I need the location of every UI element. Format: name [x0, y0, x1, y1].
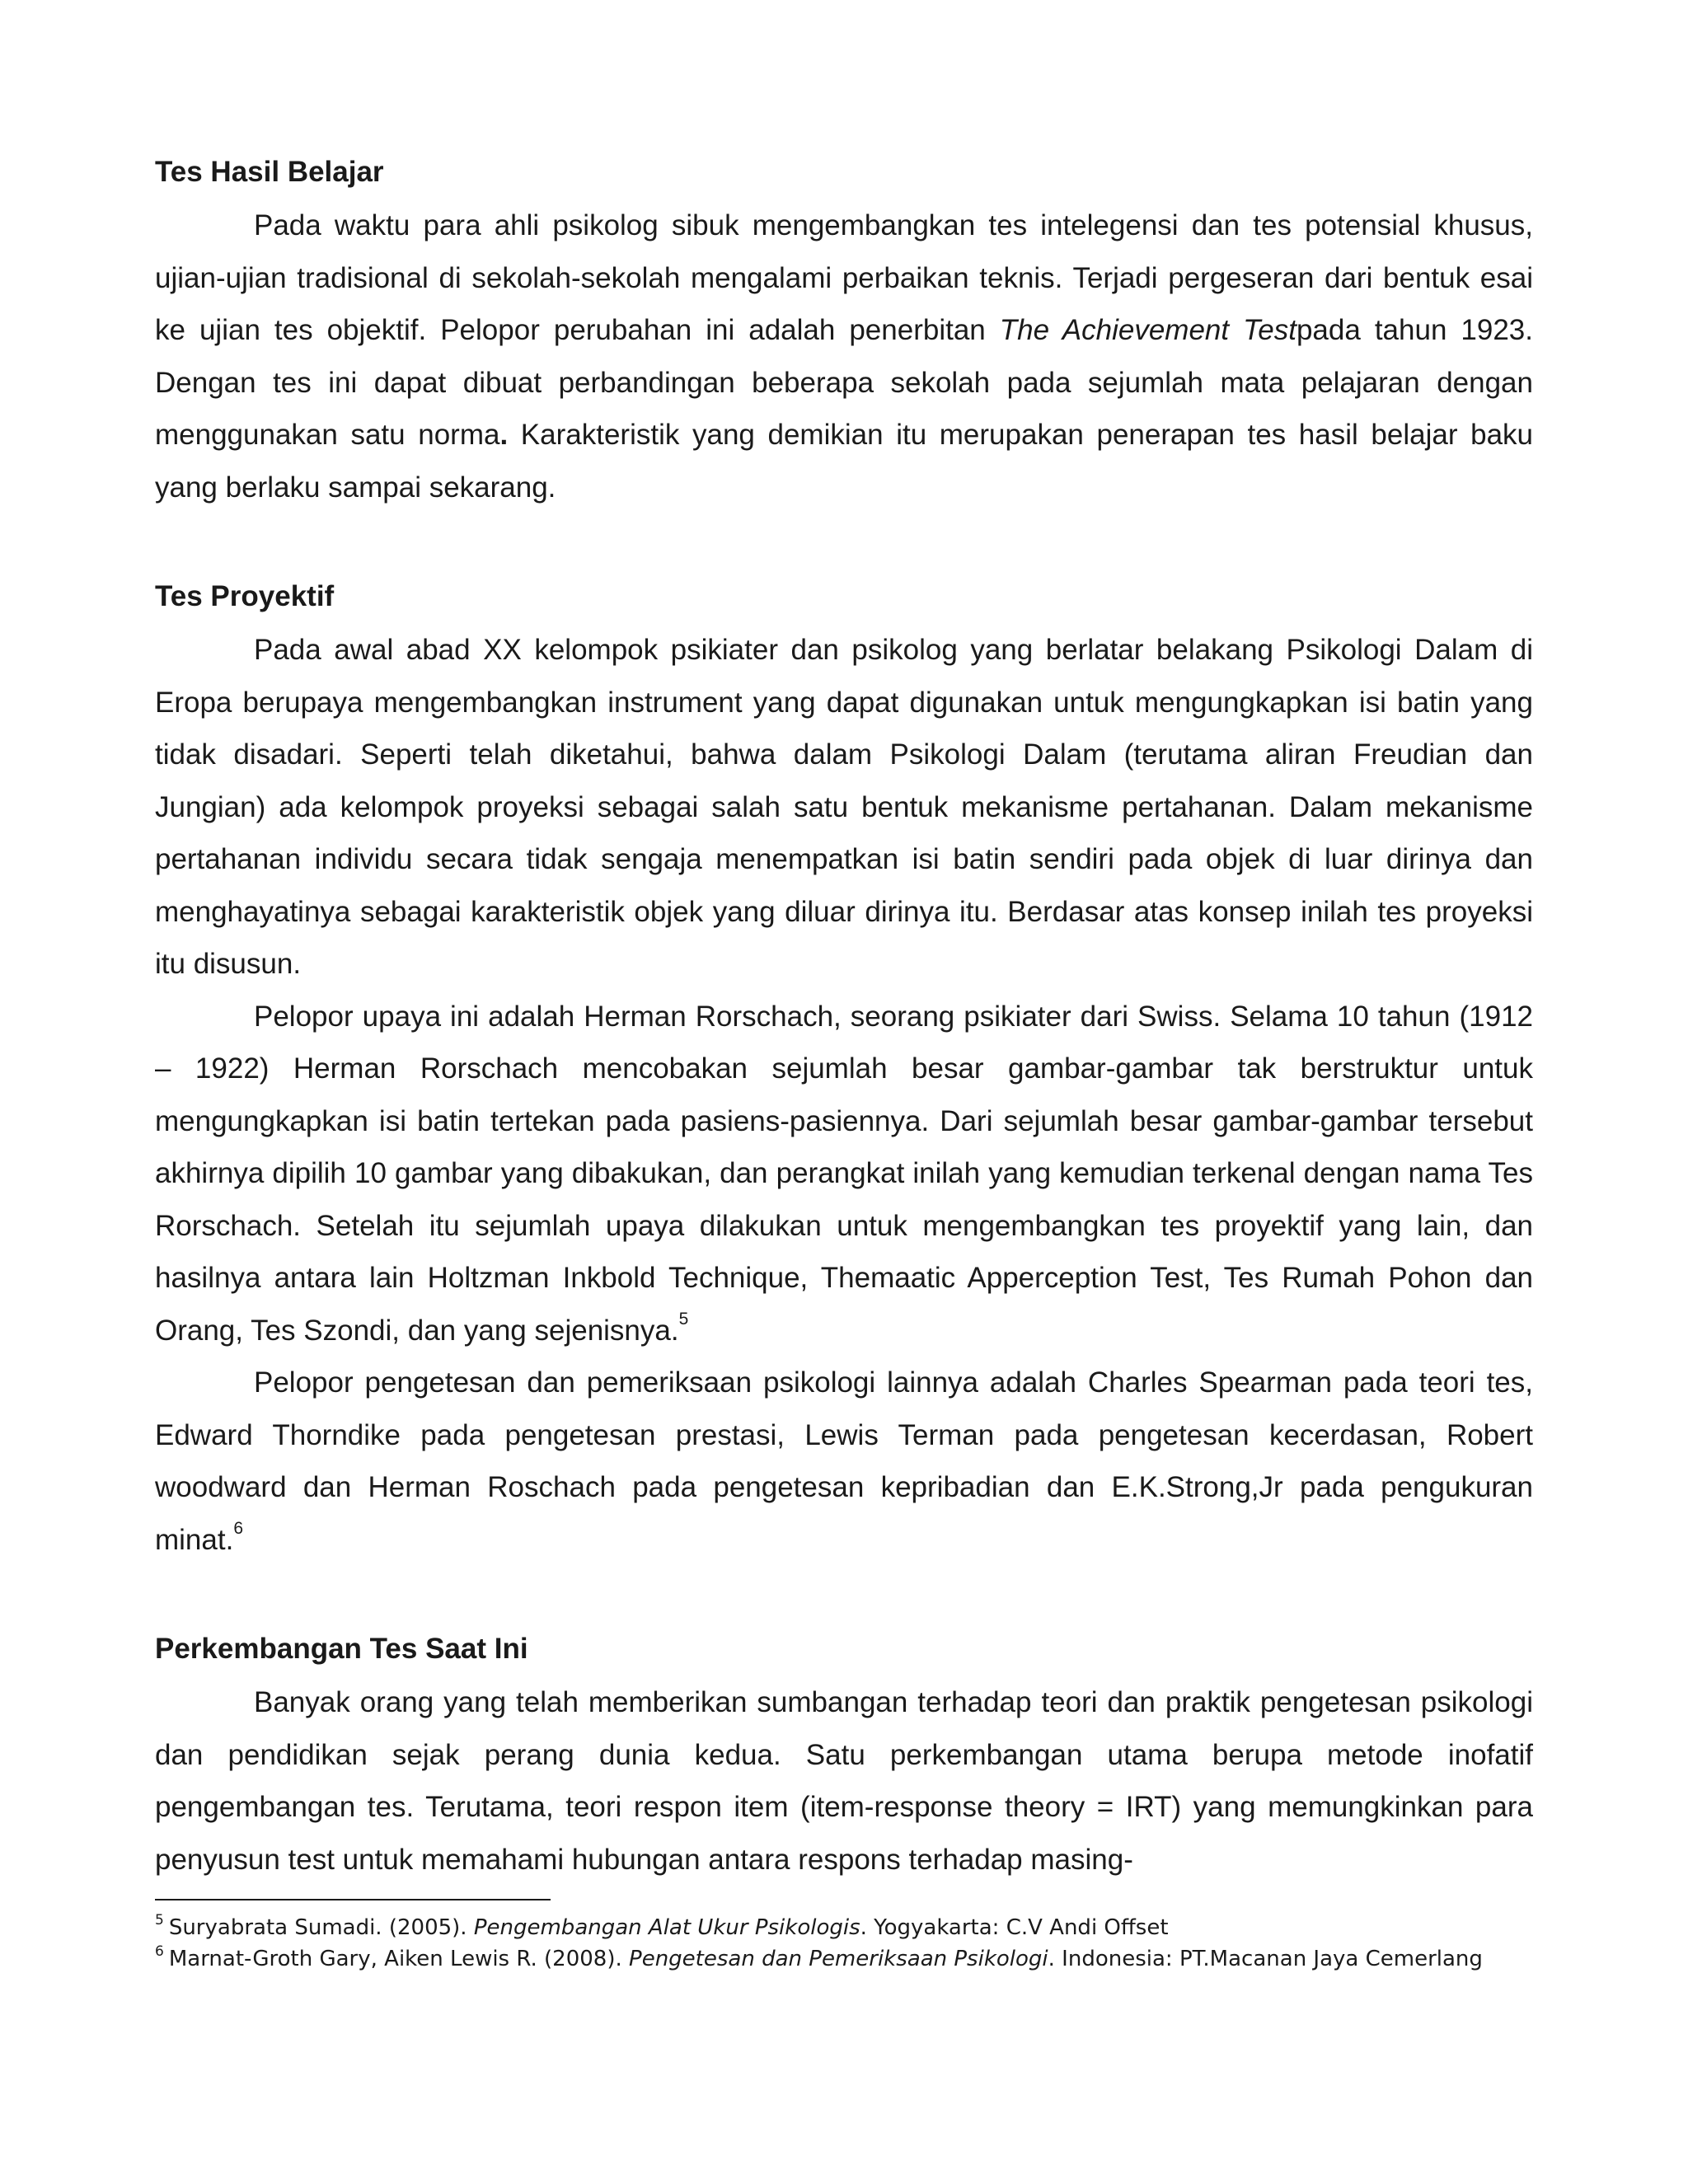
- footnote-reference[interactable]: 5: [678, 1309, 689, 1329]
- footnote-reference[interactable]: 6: [233, 1518, 243, 1538]
- section-tes-hasil-belajar: [155, 152, 1533, 513]
- paragraph: Pada awal abad XX kelompok psikiater dan psikolog yang berlatar belakang Psikologi Dalam di Eropa berupaya mengembangkan instrument yang dapat digunakan untuk mengungkapkan isi batin yang tidak disadari. Seperti telah diketahui, bahwa dalam Psikologi Dalam (terutama aliran Freudian dan Jungian) ada kelompok proyeksi sebagai salah satu bentuk mekanisme pertahanan. Dalam mekanisme pertahanan individu secara tidak sengaja menempatkan isi batin sendiri pada objek di luar dirinya dan menghayatinya sebagai karakteristik objek yang diluar dirinya itu. Berdasar atas konsep inilah tes proyeksi itu disusun.: [155, 634, 1533, 980]
- section-heading: Tes Proyektif: [155, 580, 335, 612]
- footnote-number: 6: [155, 1943, 164, 1961]
- paragraph: Pelopor upaya ini adalah Herman Rorschach, seorang psikiater dari Swiss. Selama 10 tahun (1912 – 1922) Herman Rorschach mencobakan sejumlah besar gambar-gambar tak berstruktur untuk mengungkapkan isi batin tertekan pada pasiens-pasiennya. Dari sejumlah besar gambar-gambar tersebut akhirnya dipilih 10 gambar yang dibakukan, dan perangkat inilah yang kemudian terkenal dengan nama Tes Rorschach. Setelah itu sejumlah upaya dilakukan untuk mengembangkan tes proyektif yang lain, dan hasilnya antara lain Holtzman Inkbold Technique, Themaatic Apperception Test, Tes Rumah Pohon dan Orang, Tes Szondi, dan yang sejenisnya.$^5$: [155, 1000, 1533, 1347]
- section-heading: Perkembangan Tes Saat Ini: [155, 1633, 528, 1665]
- section-perkembangan-tes: [155, 1629, 1533, 1886]
- footnote-number: 5: [155, 1912, 164, 1929]
- paragraph: Pelopor pengetesan dan pemeriksaan psikologi lainnya adalah Charles Spearman pada teori tes, Edward Thorndike pada pengetesan prestasi, Lewis Terman pada pengetesan kecerdasan, Robert woodward dan Herman Roschach pada pengetesan kepribadian dan E.K.Strong,Jr pada pengukuran minat.$^6$: [155, 1366, 1533, 1556]
- footnotes: [155, 1899, 1533, 1975]
- paragraph: Pada waktu para ahli psikolog sibuk mengembangkan tes intelegensi dan tes potensial khusus, ujian-ujian tradisional di sekolah-sekolah mengalami perbaikan teknis. Terjadi pergeseran dari bentuk esai ke ujian tes objektif. Pelopor perubahan ini adalah penerbitan The Achievement Testpada tahun 1923. Dengan tes ini dapat dibuat perbandingan beberapa sekolah pada sejumlah mata pelajaran dengan menggunakan satu norma. Karakteristik yang demikian itu merupakan penerapan tes hasil belajar baku yang berlaku sampai sekarang.: [155, 209, 1533, 504]
- section-heading: Tes Hasil Belajar: [155, 156, 384, 188]
- footnote: $^5$ Suryabrata Sumadi. (2005). Pengembangan Alat Ukur Psikologis. Yogyakarta: C.V Andi Offset: [155, 1912, 1169, 1940]
- section-tes-proyektif: [155, 576, 1533, 1566]
- paragraph: Banyak orang yang telah memberikan sumbangan terhadap teori dan praktik pengetesan psikologi dan pendidikan sejak perang dunia kedua. Satu perkembangan utama berupa metode inofatif pengembangan tes. Terutama, teori respon item (item-response theory = IRT) yang memungkinkan para penyusun test untuk memahami hubungan antara respons terhadap masing-: [155, 1686, 1533, 1876]
- footnote-divider: [155, 1899, 551, 1900]
- document-body: [155, 152, 1533, 1886]
- footnote: $^6$ Marnat-Groth Gary, Aiken Lewis R. (2008). Pengetesan dan Pemeriksaan Psikologi. Indonesia: PT.Macanan Jaya Cemerlang: [155, 1943, 1483, 1971]
